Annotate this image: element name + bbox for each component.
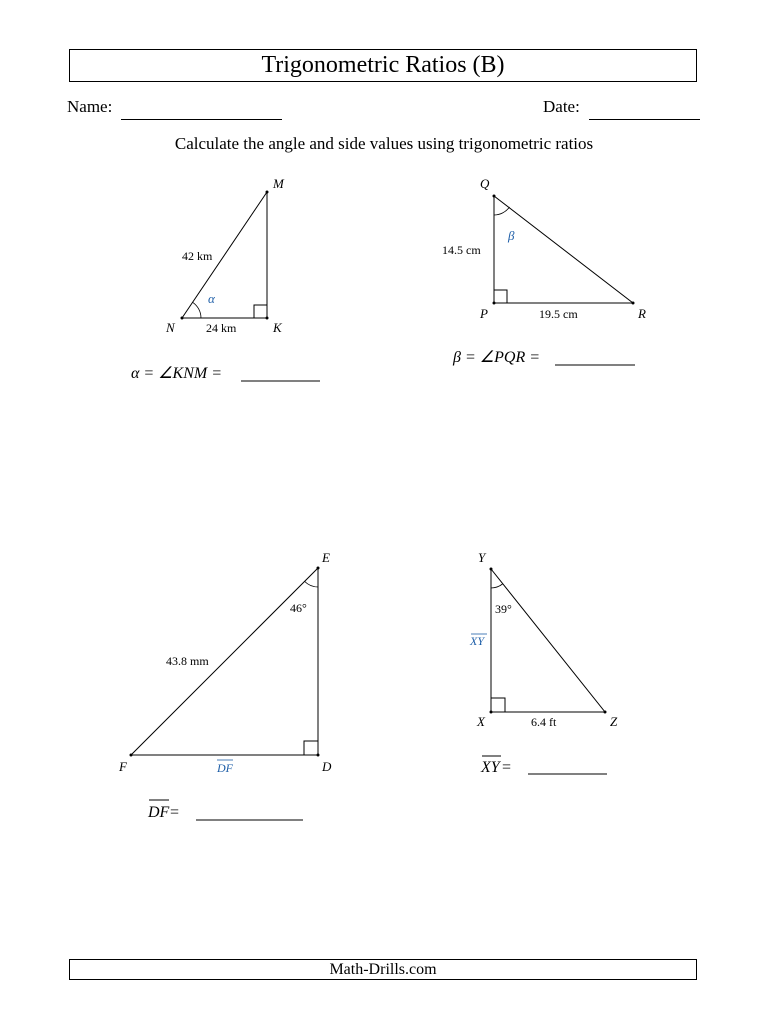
vertex-label-r: R bbox=[638, 306, 646, 321]
vertex-label-q: Q bbox=[480, 176, 490, 191]
worksheet-title: Trigonometric Ratios (B) bbox=[69, 49, 697, 82]
angle-symbol: α bbox=[208, 291, 215, 306]
answer-label: α = ∠KNM = bbox=[131, 365, 223, 382]
vertex-label-e: E bbox=[322, 550, 330, 565]
vertex-label-x: X bbox=[477, 714, 485, 729]
vertex-label-y: Y bbox=[478, 550, 486, 565]
answer-label: DF bbox=[148, 804, 170, 821]
vertex-dot bbox=[490, 568, 493, 571]
footer-credit: Math-Drills.com bbox=[69, 959, 697, 980]
angle-arc bbox=[491, 584, 503, 588]
base-label: 19.5 cm bbox=[539, 307, 578, 321]
vertex-label-p: P bbox=[480, 306, 488, 321]
angle-label: 46° bbox=[290, 601, 307, 615]
vertex-dot bbox=[493, 302, 496, 305]
vertex-dot bbox=[632, 302, 635, 305]
vertex-label-k: K bbox=[273, 320, 282, 335]
triangle-xyz bbox=[491, 569, 605, 712]
right-angle-marker bbox=[491, 698, 505, 712]
base-label: 6.4 ft bbox=[531, 715, 557, 729]
unknown-side-label: DF bbox=[217, 761, 233, 775]
vertex-dot bbox=[266, 191, 269, 194]
vertex-dot bbox=[181, 317, 184, 320]
hypotenuse-label: 43.8 mm bbox=[166, 654, 209, 668]
date-label: Date: bbox=[543, 97, 580, 116]
triangle-pqr bbox=[494, 196, 633, 303]
problem-3 bbox=[118, 550, 332, 821]
answer-label: XY bbox=[481, 759, 500, 776]
hypotenuse-label: 42 km bbox=[182, 249, 213, 263]
vertex-dot bbox=[317, 567, 320, 570]
angle-arc bbox=[193, 302, 201, 318]
angle-label: 39° bbox=[495, 602, 512, 616]
vertical-label: 14.5 cm bbox=[442, 243, 481, 257]
vertex-dot bbox=[130, 754, 133, 757]
problem-1 bbox=[131, 176, 320, 382]
right-angle-marker bbox=[304, 741, 318, 755]
instructions: Calculate the angle and side values using trigonometric ratios bbox=[174, 134, 594, 153]
vertex-dot bbox=[604, 711, 607, 714]
vertex-dot bbox=[266, 317, 269, 320]
problem-2 bbox=[442, 176, 646, 366]
triangle-def bbox=[131, 568, 318, 755]
answer-label: β = ∠PQR = bbox=[453, 349, 541, 366]
answer-suffix: = bbox=[502, 759, 512, 776]
angle-symbol: β bbox=[508, 228, 515, 243]
name-label: Name: bbox=[67, 97, 113, 116]
vertex-label-f: F bbox=[119, 759, 127, 774]
right-angle-marker bbox=[494, 290, 507, 303]
right-angle-marker bbox=[254, 305, 267, 318]
angle-arc bbox=[305, 581, 318, 587]
problem-4 bbox=[469, 550, 618, 776]
vertex-dot bbox=[490, 711, 493, 714]
vertex-label-n: N bbox=[166, 320, 175, 335]
angle-arc bbox=[494, 207, 510, 215]
base-label: 24 km bbox=[206, 321, 237, 335]
vertex-dot bbox=[493, 195, 496, 198]
unknown-side-label: XY bbox=[470, 634, 485, 648]
vertex-label-m: M bbox=[273, 176, 284, 191]
answer-suffix: = bbox=[170, 804, 180, 821]
vertex-dot bbox=[317, 754, 320, 757]
vertex-label-z: Z bbox=[610, 714, 618, 729]
vertex-label-d: D bbox=[322, 759, 332, 774]
